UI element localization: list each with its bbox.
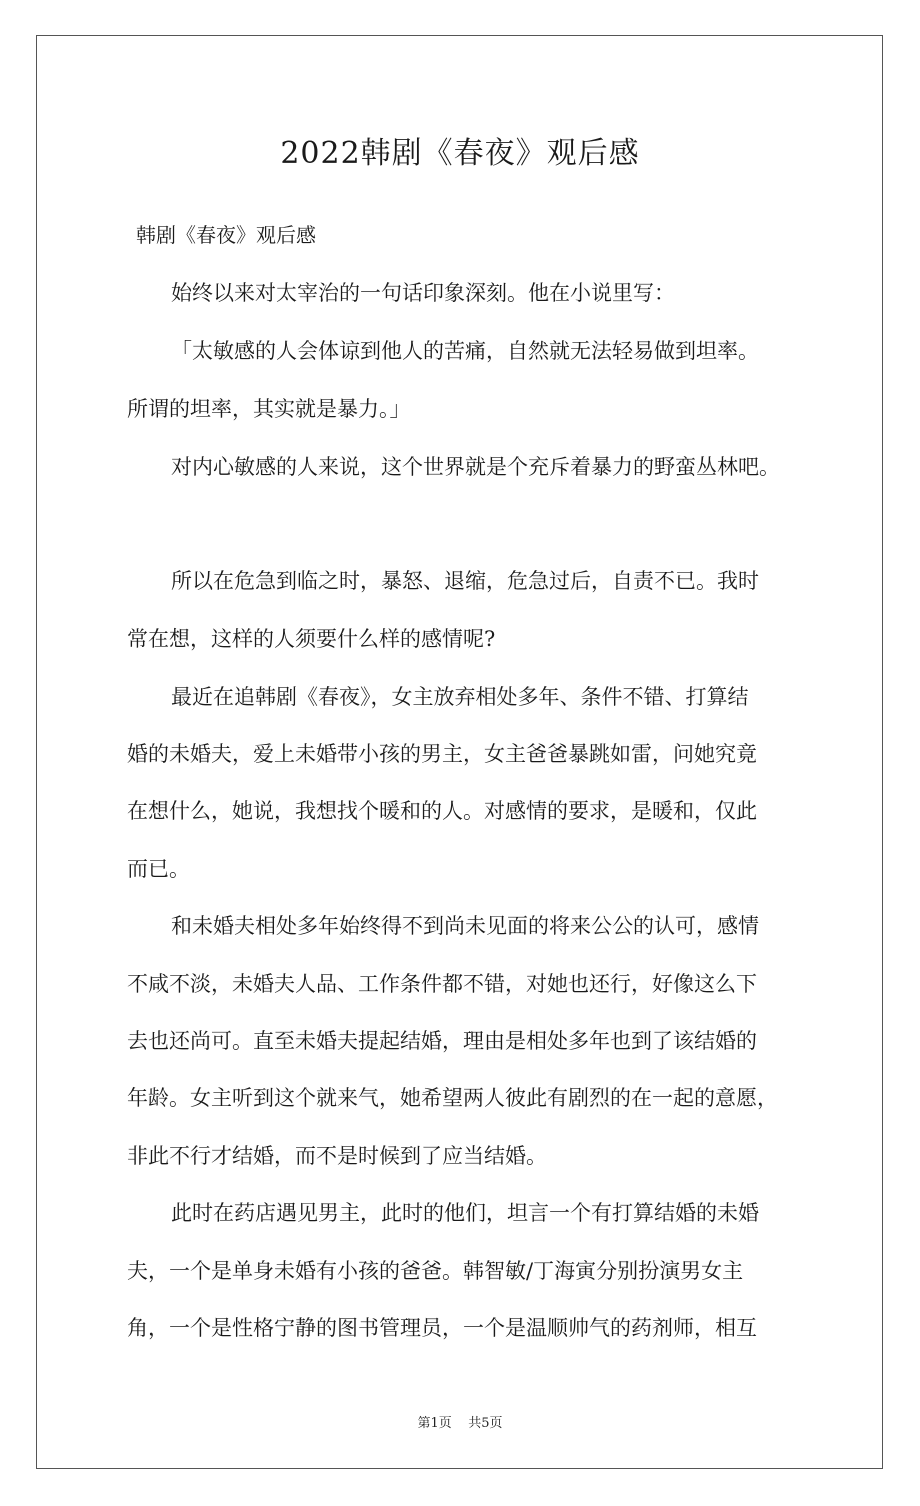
paragraph-line: 所谓的坦率，其实就是暴力。」 bbox=[127, 397, 411, 421]
paragraph-line: 始终以来对太宰治的一句话印象深刻。他在小说里写： bbox=[171, 281, 675, 305]
paragraph-line: 非此不行才结婚，而不是时候到了应当结婚。 bbox=[127, 1144, 547, 1168]
page-number: 第1页 bbox=[417, 1416, 452, 1431]
paragraph-line: 在想什么，她说，我想找个暖和的人。对感情的要求，是暖和，仅此 bbox=[127, 799, 757, 823]
paragraph-line: 所以在危急到临之时，暴怒、退缩，危急过后，自责不已。我时 bbox=[171, 569, 759, 593]
document-title: 2022韩剧《春夜》观后感 bbox=[280, 136, 640, 171]
paragraph-line: 夫，一个是单身未婚有小孩的爸爸。韩智敏/丁海寅分别扮演男女主 bbox=[127, 1259, 744, 1283]
paragraph-line: 不咸不淡，未婚夫人品、工作条件都不错，对她也还行，好像这么下 bbox=[127, 972, 757, 996]
paragraph-line: 最近在追韩剧《春夜》，女主放弃相处多年、条件不错、打算结 bbox=[171, 685, 749, 709]
paragraph-line: 「太敏感的人会体谅到他人的苦痛，自然就无法轻易做到坦率。 bbox=[171, 339, 759, 363]
paragraph-line: 去也还尚可。直至未婚夫提起结婚，理由是相处多年也到了该结婚的 bbox=[127, 1029, 757, 1053]
paragraph-line: 婚的未婚夫，爱上未婚带小孩的男主，女主爸爸暴跳如雷，问她究竟 bbox=[127, 742, 757, 766]
page-total: 共5页 bbox=[468, 1416, 503, 1431]
paragraph-line: 此时在药店遇见男主，此时的他们，坦言一个有打算结婚的未婚 bbox=[171, 1201, 759, 1225]
paragraph-line: 年龄。女主听到这个就来气，她希望两人彼此有剧烈的在一起的意愿， bbox=[127, 1086, 778, 1110]
paragraph-line: 和未婚夫相处多年始终得不到尚未见面的将来公公的认可，感情 bbox=[171, 914, 759, 938]
paragraph-line: 而已。 bbox=[127, 857, 190, 881]
paragraph-line: 对内心敏感的人来说，这个世界就是个充斥着暴力的野蛮丛林吧。 bbox=[171, 455, 780, 479]
document-subtitle: 韩剧《春夜》观后感 bbox=[136, 223, 316, 247]
page-footer bbox=[0, 1412, 920, 1431]
paragraph-line: 常在想，这样的人须要什么样的感情呢? bbox=[127, 627, 496, 651]
paragraph-line: 角，一个是性格宁静的图书管理员，一个是温顺帅气的药剂师，相互 bbox=[127, 1316, 757, 1340]
